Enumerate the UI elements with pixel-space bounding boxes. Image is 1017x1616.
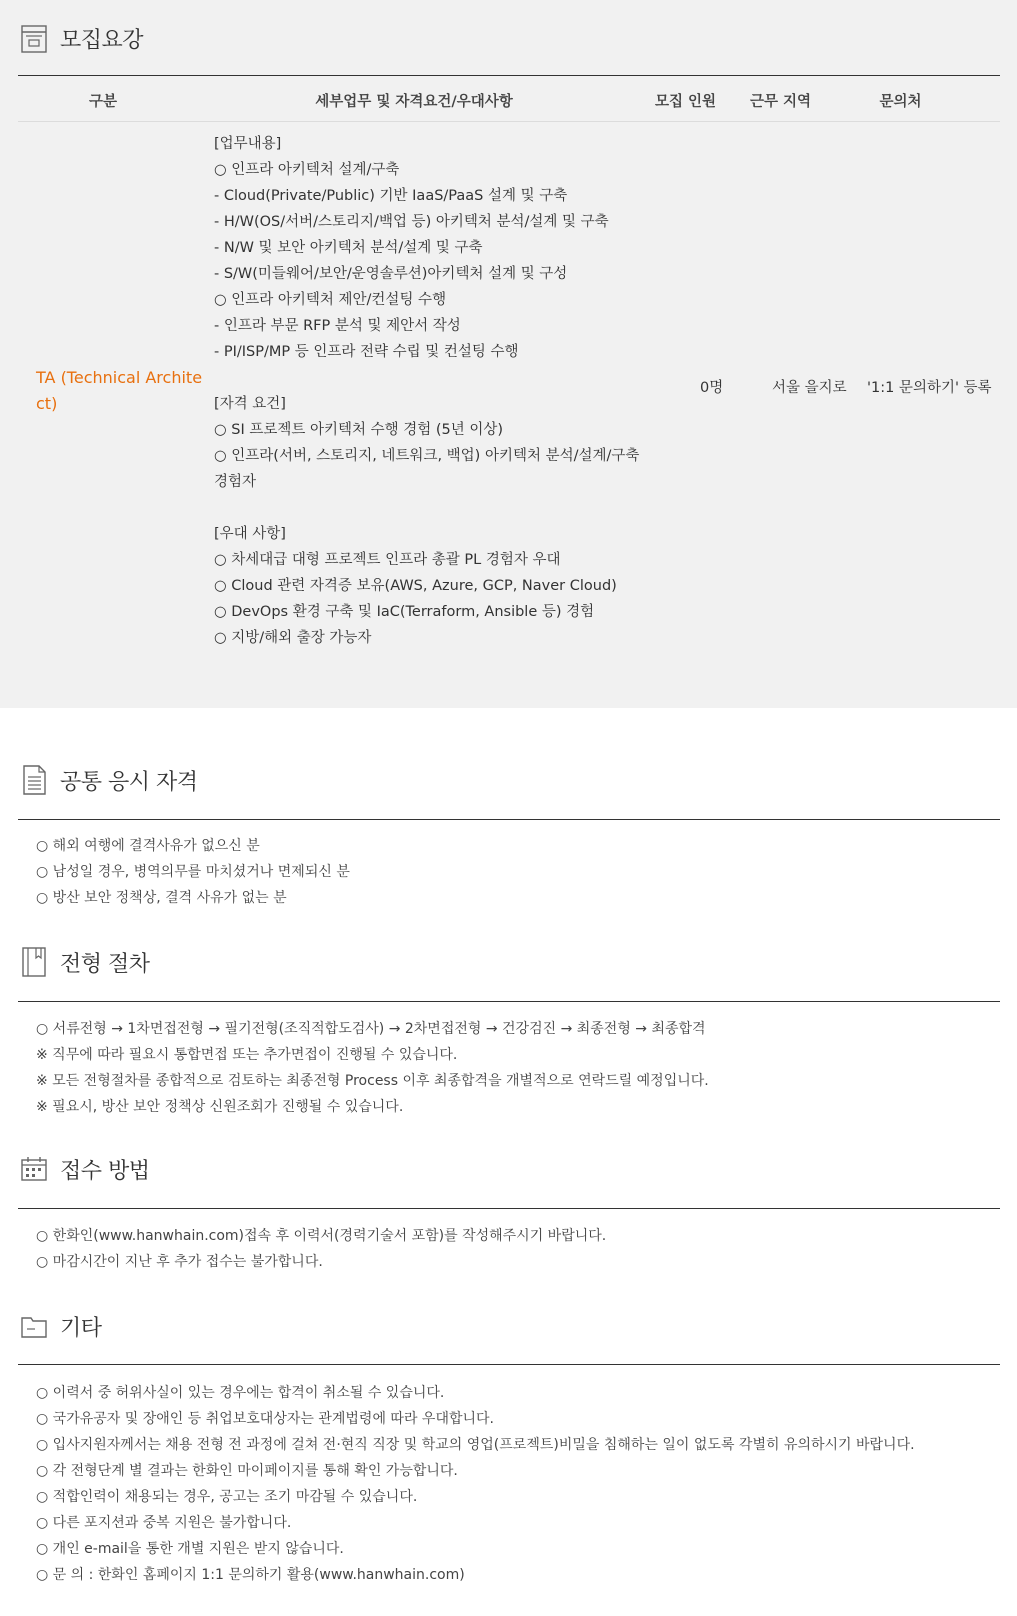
list-item: ○ 방산 보안 정책상, 결격 사유가 없는 분 (36, 890, 287, 906)
calendar-icon (20, 1153, 48, 1185)
box-icon (20, 22, 48, 54)
section-rule (18, 75, 1000, 76)
list-item: ○ 해외 여행에 결격사유가 없으신 분 (36, 838, 260, 854)
col-details: 세부업무 및 자격요건/우대사항 (315, 94, 513, 110)
list-item: ○ 이력서 중 허위사실이 있는 경우에는 합격이 취소될 수 있습니다. (36, 1385, 445, 1401)
detail-line: ○ 인프라 아키텍처 설계/구축 (214, 162, 400, 178)
detail-line: ○ DevOps 환경 구축 및 IaC(Terraform, Ansible 등) 경험 (214, 604, 595, 620)
detail-line: [업무내용] (214, 136, 282, 152)
etc-header (20, 1310, 102, 1342)
etc-list (36, 1380, 915, 1588)
table-header (18, 77, 1000, 122)
list-item: ○ 입사지원자께서는 채용 전형 전 과정에 걸쳐 전·현직 직장 및 학교의 영업(프로젝트)비밀을 침해하는 일이 없도록 각별히 유의하시기 바랍니다. (36, 1437, 915, 1453)
col-headcount: 모집 인원 (654, 94, 717, 110)
section-rule (18, 819, 1000, 820)
list-item: ※ 직무에 따라 필요시 통합면접 또는 추가면접이 진행될 수 있습니다. (36, 1047, 458, 1063)
folder-icon (20, 1310, 48, 1342)
detail-line: - Cloud(Private/Public) 기반 IaaS/PaaS 설계 및 구축 (214, 188, 568, 204)
list-item: ○ 국가유공자 및 장애인 등 취업보호대상자는 관계법령에 따라 우대합니다. (36, 1411, 494, 1427)
detail-line (214, 495, 664, 521)
section-rule (18, 1364, 1000, 1365)
headcount-value: 0명 (700, 380, 724, 396)
detail-line: ○ 인프라 아키텍처 제안/컨설팅 수행 (214, 292, 447, 308)
book-icon (20, 946, 48, 978)
recruit-section (0, 0, 1017, 708)
eligibility-list (36, 833, 350, 911)
location-value: 서울 을지로 (772, 380, 847, 396)
section-title: 접수 방법 (60, 1158, 150, 1184)
detail-line: ○ SI 프로젝트 아키텍처 수행 경험 (5년 이상) (214, 422, 504, 438)
section-title: 모집요강 (60, 27, 144, 53)
col-category: 구분 (88, 94, 117, 110)
detail-line: [자격 요건] (214, 396, 286, 412)
col-location: 근무 지역 (749, 94, 812, 110)
col-contact: 문의처 (879, 94, 922, 110)
section-title: 전형 절차 (60, 951, 150, 977)
detail-line: - H/W(OS/서버/스토리지/백업 등) 아키텍처 분석/설계 및 구축 (214, 214, 609, 230)
list-item: ○ 한화인(www.hanwhain.com)접속 후 이력서(경력기술서 포함)를 작성해주시기 바랍니다. (36, 1228, 607, 1244)
job-details (214, 131, 664, 651)
section-rule (18, 1208, 1000, 1209)
detail-line: [우대 사항] (214, 526, 286, 542)
detail-line: - S/W(미들웨어/보안/운영솔루션)아키텍처 설계 및 구성 (214, 266, 568, 282)
list-item: ※ 모든 전형절차를 종합적으로 검토하는 최종전형 Process 이후 최종합격을 개별적으로 연락드릴 예정입니다. (36, 1073, 709, 1089)
detail-line: - N/W 및 보안 아키텍처 분석/설계 및 구축 (214, 240, 483, 256)
list-item: ※ 필요시, 방산 보안 정책상 신원조회가 진행될 수 있습니다. (36, 1099, 404, 1115)
list-item: ○ 마감시간이 지난 후 추가 접수는 불가합니다. (36, 1254, 323, 1270)
section-rule (18, 1001, 1000, 1002)
section-title: 공통 응시 자격 (60, 769, 198, 795)
list-item: ○ 각 전형단계 별 결과는 한화인 마이페이지를 통해 확인 가능합니다. (36, 1463, 458, 1479)
contact-value: '1:1 문의하기' 등록 (867, 380, 992, 396)
application-header (20, 1153, 150, 1185)
detail-line: - PI/ISP/MP 등 인프라 전략 수립 및 컨설팅 수행 (214, 344, 519, 360)
list-item: ○ 남성일 경우, 병역의무를 마치셨거나 면제되신 분 (36, 864, 350, 880)
list-item: ○ 다른 포지션과 중복 지원은 불가합니다. (36, 1515, 292, 1531)
detail-line: 경험자 (214, 474, 257, 490)
detail-line: - 인프라 부문 RFP 분석 및 제안서 작성 (214, 318, 461, 334)
process-header (20, 946, 150, 978)
application-list (36, 1223, 606, 1275)
detail-line (214, 365, 664, 391)
document-icon (20, 764, 48, 796)
recruit-header (20, 22, 143, 54)
list-item: ○ 적합인력이 채용되는 경우, 공고는 조기 마감될 수 있습니다. (36, 1489, 418, 1505)
eligibility-header (20, 764, 198, 796)
list-item: ○ 서류전형 → 1차면접전형 → 필기전형(조직적합도검사) → 2차면접전형 → 건강검진 → 최종전형 → 최종합격 (36, 1021, 706, 1037)
detail-line: ○ 지방/해외 출장 가능자 (214, 630, 372, 646)
process-list (36, 1016, 709, 1120)
detail-line: ○ 인프라(서버, 스토리지, 네트워크, 백업) 아키텍처 분석/설계/구축 (214, 448, 640, 464)
list-item: ○ 문 의 : 한화인 홈페이지 1:1 문의하기 활용(www.hanwhain.com) (36, 1567, 465, 1583)
detail-line: ○ 차세대급 대형 프로젝트 인프라 총괄 PL 경험자 우대 (214, 552, 561, 568)
detail-line: ○ Cloud 관련 자격증 보유(AWS, Azure, GCP, Naver Cloud) (214, 578, 617, 594)
role-name: TA (Technical Architect) (36, 368, 203, 413)
list-item: ○ 개인 e-mail을 통한 개별 지원은 받지 않습니다. (36, 1541, 344, 1557)
section-title: 기타 (60, 1315, 102, 1341)
